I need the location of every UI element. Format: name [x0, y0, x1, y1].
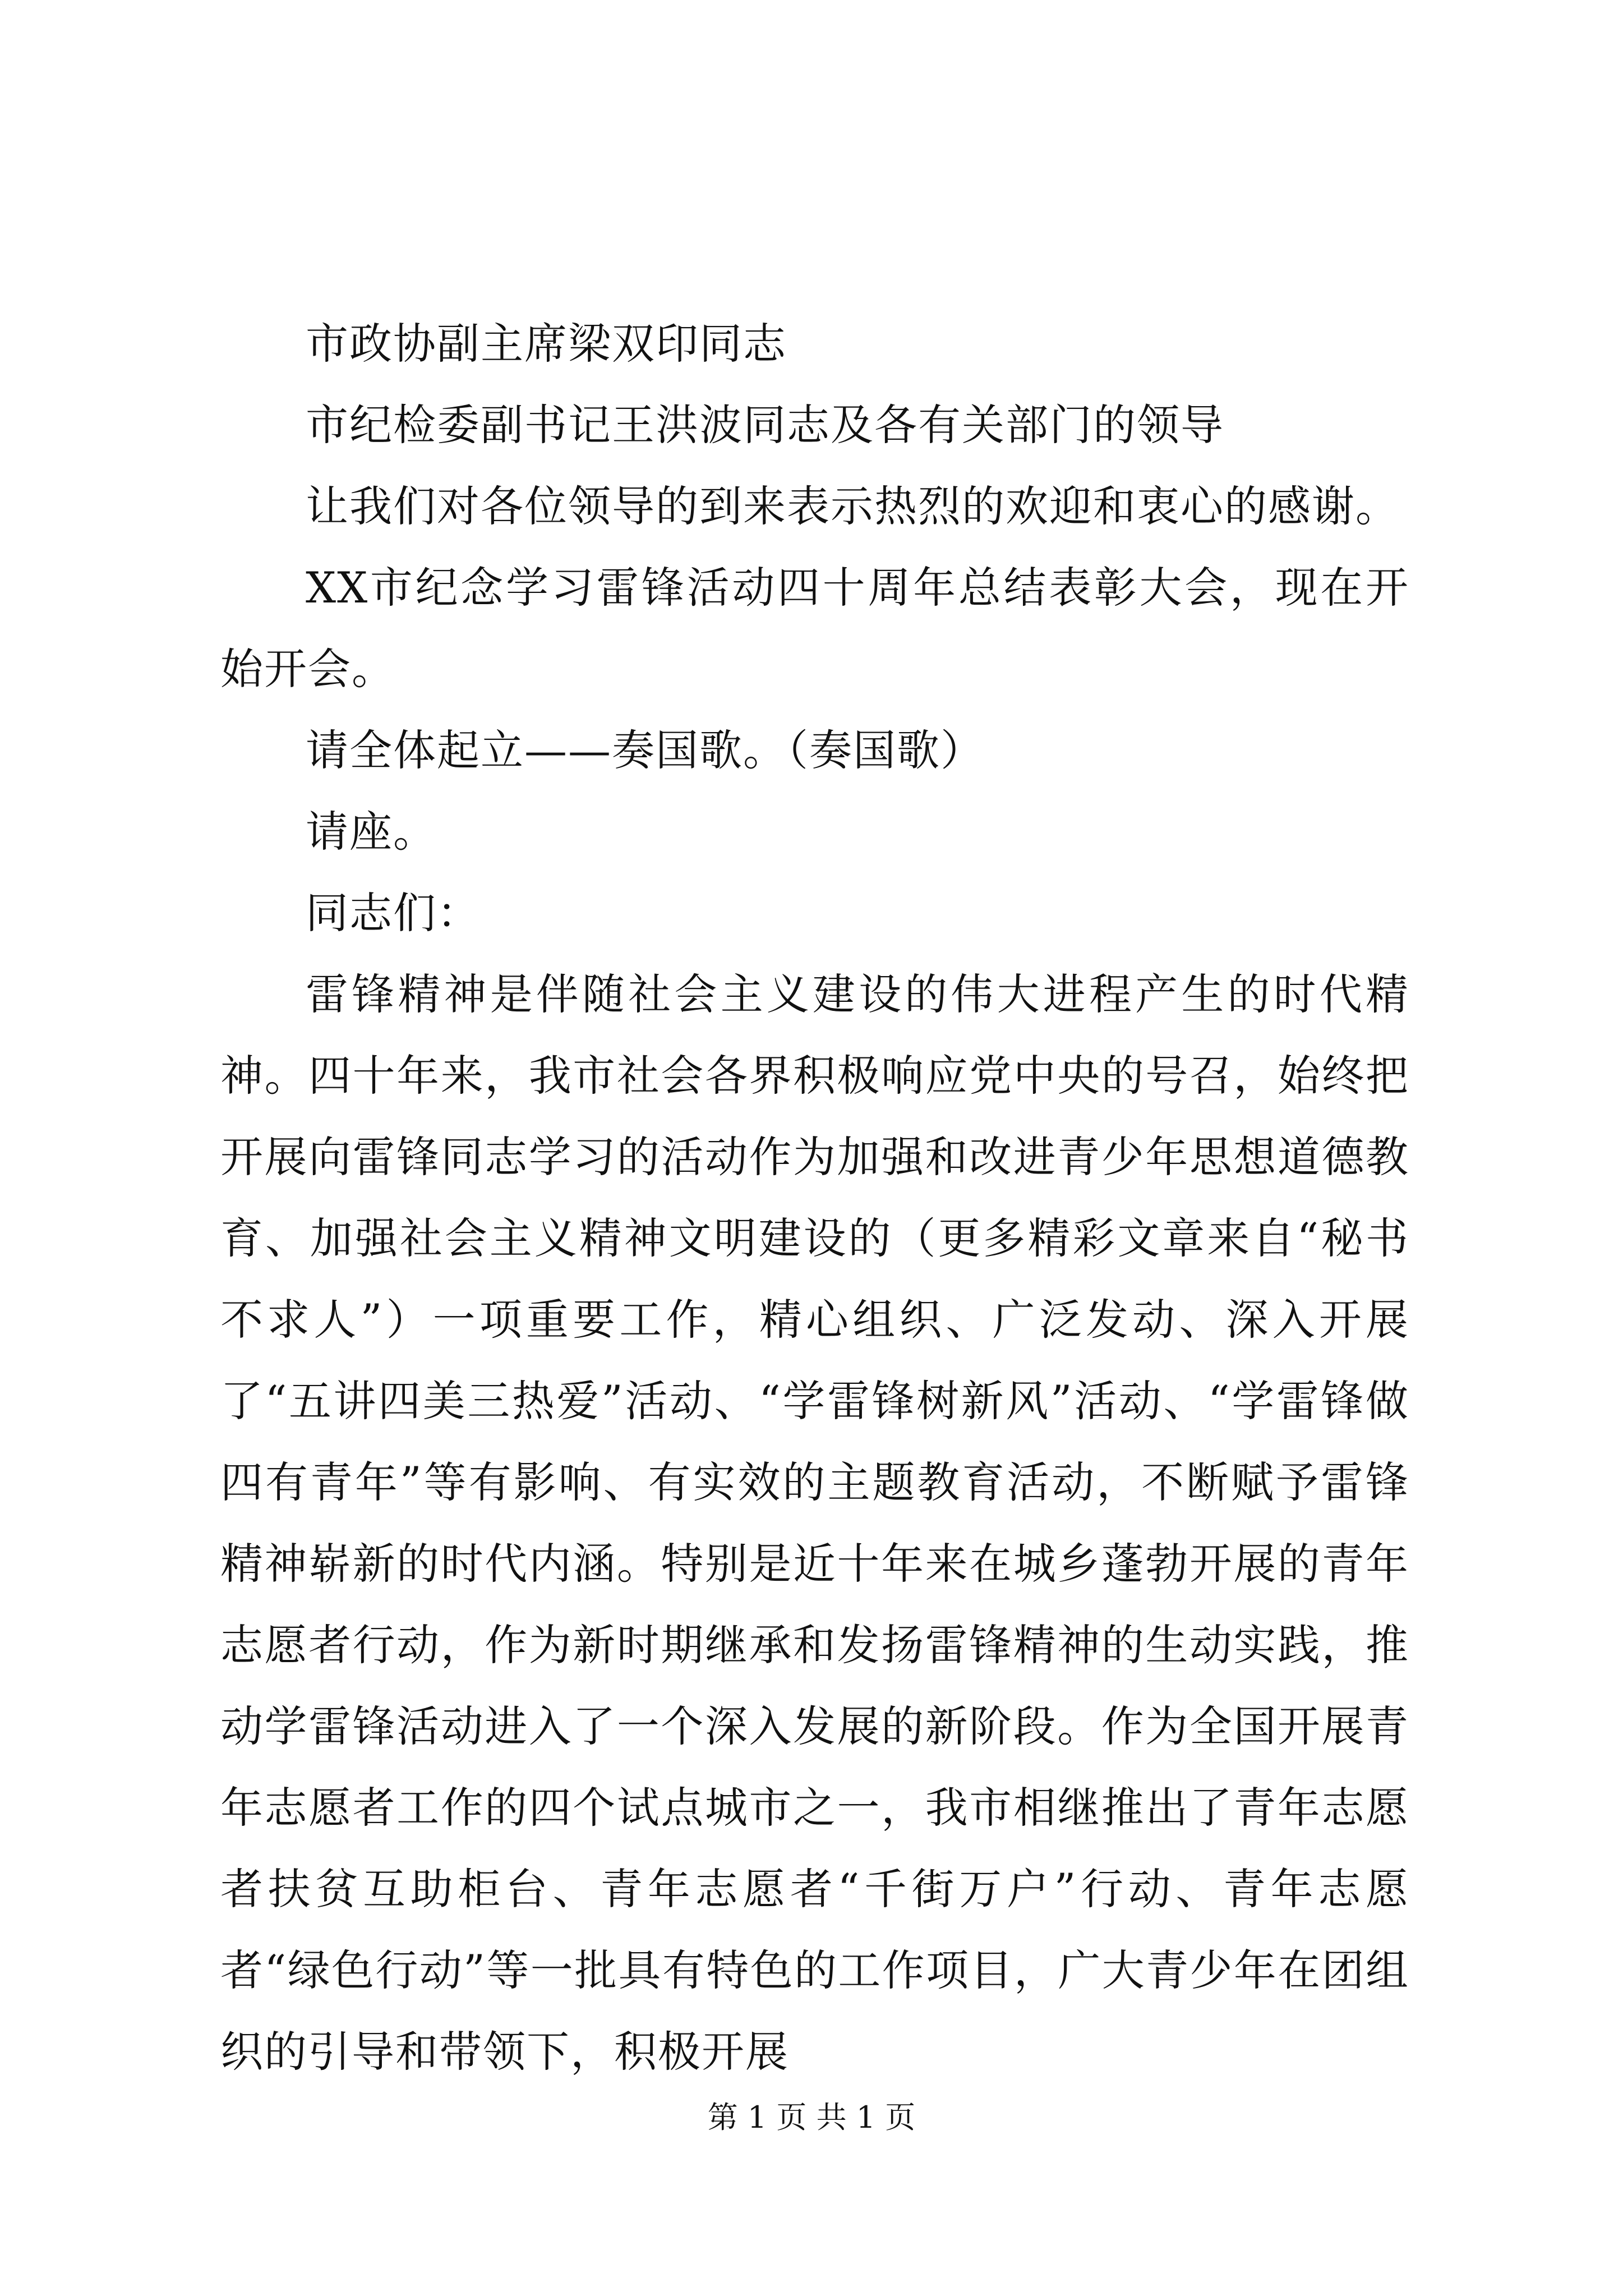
paragraph-welcome: 让我们对各位领导的到来表示热烈的欢迎和衷心的感谢。: [306, 481, 1399, 531]
paragraph-salutation: 同志们：: [306, 888, 481, 938]
paragraph-opening: XX市纪念学习雷锋活动四十周年总结表彰大会，现在开始开会。: [220, 563, 1409, 694]
paragraph-be-seated: 请座。: [306, 807, 437, 857]
paragraph-body: 雷锋精神是伴随社会主义建设的伟大进程产生的时代精神。四十年来，我市社会各界积极响应党中央的号召，始终把开展向雷锋同志学习的活动作为加强和改进青少年思想道德教育、加强社会主义精神文明建设的（更多精彩文章来自“秘书不求人”）一项重要工作，精心组织、广泛发动、深入开展了“五讲四美三热爱”活动、“学雷锋树新风”活动、“学雷锋做四有青年”等有影响、有实效的主题教育活动，不断赋予雷锋精神崭新的时代内涵。特别是近十年来在城乡蓬勃开展的青年志愿者行动，作为新时期继承和发扬雷锋精神的生动实践，推动学雷锋活动进入了一个深入发展的新阶段。作为全国开展青年志愿者工作的四个试点城市之一，我市相继推出了青年志愿者扶贫互助柜台、青年志愿者“千街万户”行动、青年志愿者“绿色行动”等一批具有特色的工作项目，广大青少年在团组织的引导和带领下，积极开展: [220, 969, 1409, 2077]
paragraph-attendee-1: 市政协副主席梁双印同志: [306, 319, 787, 369]
document-body: [220, 303, 1409, 2092]
page-footer: 第 1 页 共 1 页: [707, 2100, 916, 2135]
paragraph-attendee-2: 市纪检委副书记王洪波同志及各有关部门的领导: [306, 400, 1224, 450]
paragraph-anthem: 请全体起立——奏国歌。（奏国歌）: [306, 725, 984, 775]
